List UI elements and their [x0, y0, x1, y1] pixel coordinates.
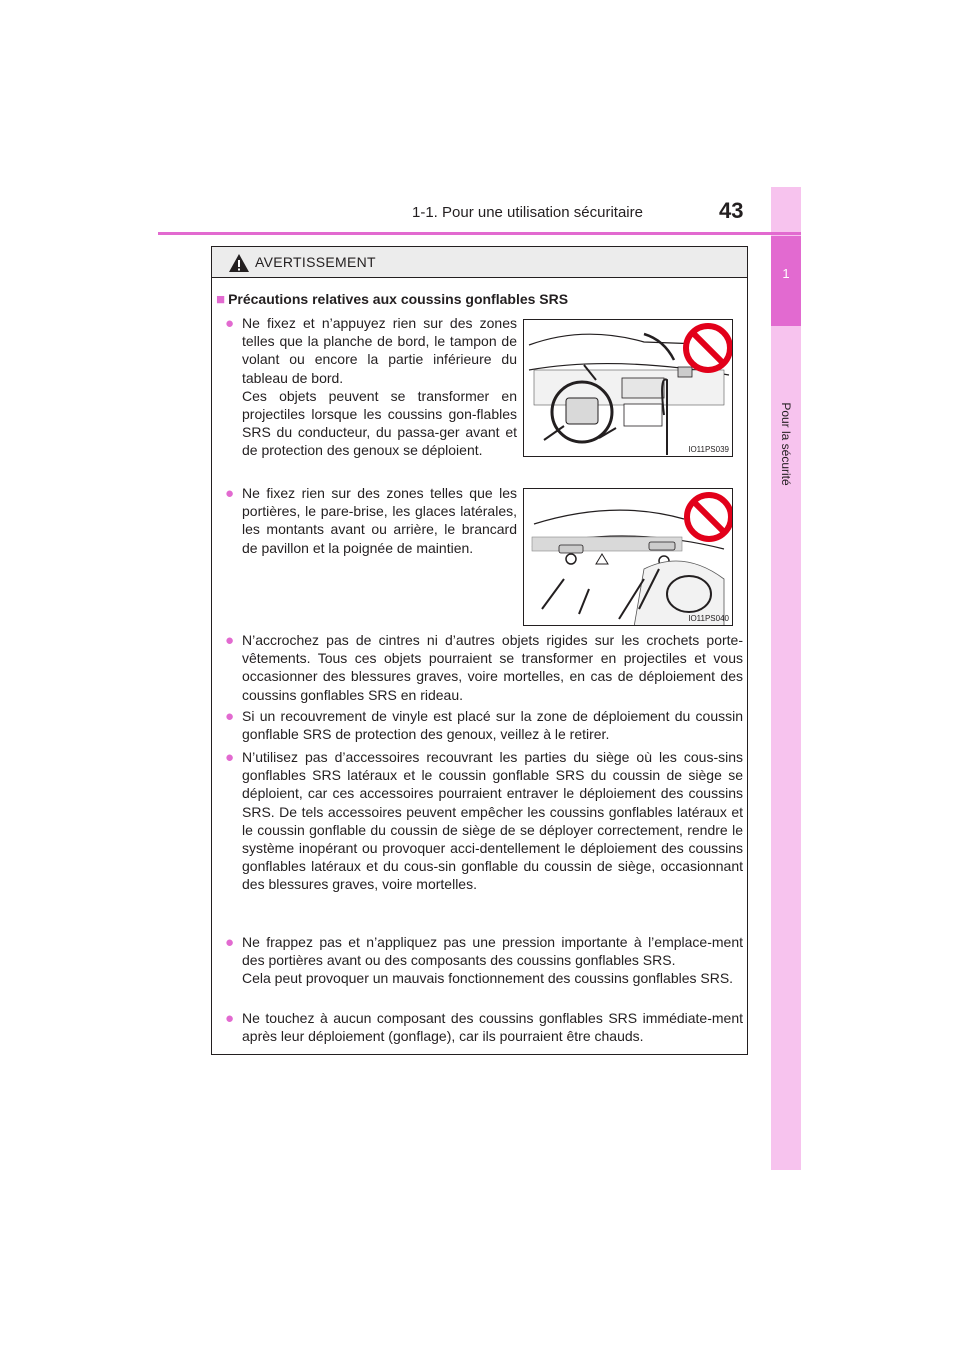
bullet-text: Si un recouvrement de vinyle est placé sur la zone de déploiement du coussin gonflable SRS de protection des genoux, veillez à le retirer.	[242, 708, 743, 743]
chapter-title: Pour la sécurité	[779, 402, 793, 486]
interior-illustration	[524, 489, 733, 626]
bullet-text-continued: Ces objets peuvent se transformer en projectiles lorsque les coussins gon-flables SRS du conducteur, du passa-ger avant et de protection des genoux se déploient.	[242, 387, 517, 459]
bullet-item	[225, 631, 743, 704]
bullet-text-continued: Cela peut provoquer un mauvais fonctionnement des coussins gonflables SRS.	[242, 970, 734, 987]
chapter-side-tab	[771, 187, 801, 1170]
bullet-text: N’utilisez pas d’accessoires recouvrant les parties du siège où les cous-sins gonflables SRS latéraux et le coussin gonflable SRS du coussin de siège se déploient, car ces accessoires pourraient entraver le déploiement des coussins SRS. De tels accessoires peuvent empêcher les coussins gonflables latéraux et le coussin gonflable du coussin de siège de se déployer correctement, rendre le système inopérant ou provoquer acci-dentellement le déploiement des coussins gonflables latéraux et du cous-sin gonflable du coussin de siège, occasionnant des blessures graves, voire mortelles.	[242, 749, 743, 893]
chapter-number: 1	[782, 266, 790, 281]
dashboard-illustration	[524, 320, 733, 457]
bullet-text: Ne fixez rien sur des zones telles que les portières, le pare-brise, les glaces latérales, les montants avant ou arrière, le brancard de pavillon et la poignée de maintien.	[242, 485, 517, 556]
figure-dashboard	[523, 319, 733, 457]
figure-interior	[523, 488, 733, 626]
figure-code: IO11PS039	[688, 445, 729, 454]
header-rule	[158, 232, 801, 235]
warning-box	[211, 246, 748, 1055]
warning-title: AVERTISSEMENT	[255, 254, 376, 270]
bullet-item	[225, 1009, 743, 1045]
page-number: 43	[719, 198, 744, 223]
warning-header	[212, 247, 747, 278]
bullet-item	[225, 484, 517, 557]
bullet-dot-icon: ●	[225, 485, 235, 502]
warning-triangle-icon	[228, 253, 250, 273]
bullet-dot-icon: ●	[225, 1010, 235, 1027]
bullet-dot-icon: ●	[225, 315, 235, 332]
subheading-text: Précautions relatives aux coussins gonflables SRS	[228, 291, 569, 307]
bullet-text: Ne touchez à aucun composant des coussins gonflables SRS immédiate-ment après leur déploiement (gonflage), car ils pourraient être chauds.	[242, 1010, 743, 1045]
bullet-item	[225, 314, 517, 460]
bullet-dot-icon: ●	[225, 632, 235, 649]
bullet-dot-icon: ●	[225, 749, 235, 766]
bullet-item	[225, 748, 743, 894]
bullet-dot-icon: ●	[225, 934, 235, 951]
bullet-text: Ne fixez et n’appuyez rien sur des zones telles que la planche de bord, le tampon de volant ou encore la partie inférieure du tableau de bord.	[242, 315, 517, 386]
warning-subheading	[216, 291, 568, 308]
bullet-text: N’accrochez pas de cintres ni d’autres objets rigides sur les crochets porte-vêtements. Tous ces objets pourraient se transformer en projectiles et vous occasionner des blessures graves, voire mortelles, en cas de déploiement des coussins gonflables SRS en rideau.	[242, 632, 743, 703]
subheading-square-icon: ■	[216, 291, 226, 308]
chapter-number-tab	[771, 236, 801, 326]
bullet-dot-icon: ●	[225, 708, 235, 725]
bullet-item	[225, 933, 743, 988]
figure-code: IO11PS040	[688, 614, 729, 623]
bullet-item	[225, 707, 743, 743]
section-title: 1-1. Pour une utilisation sécuritaire	[412, 204, 643, 221]
bullet-text: Ne frappez pas et n’appliquez pas une pression importante à l’emplace-ment des portières avant ou des composants des coussins gonflables SRS.	[242, 934, 743, 969]
